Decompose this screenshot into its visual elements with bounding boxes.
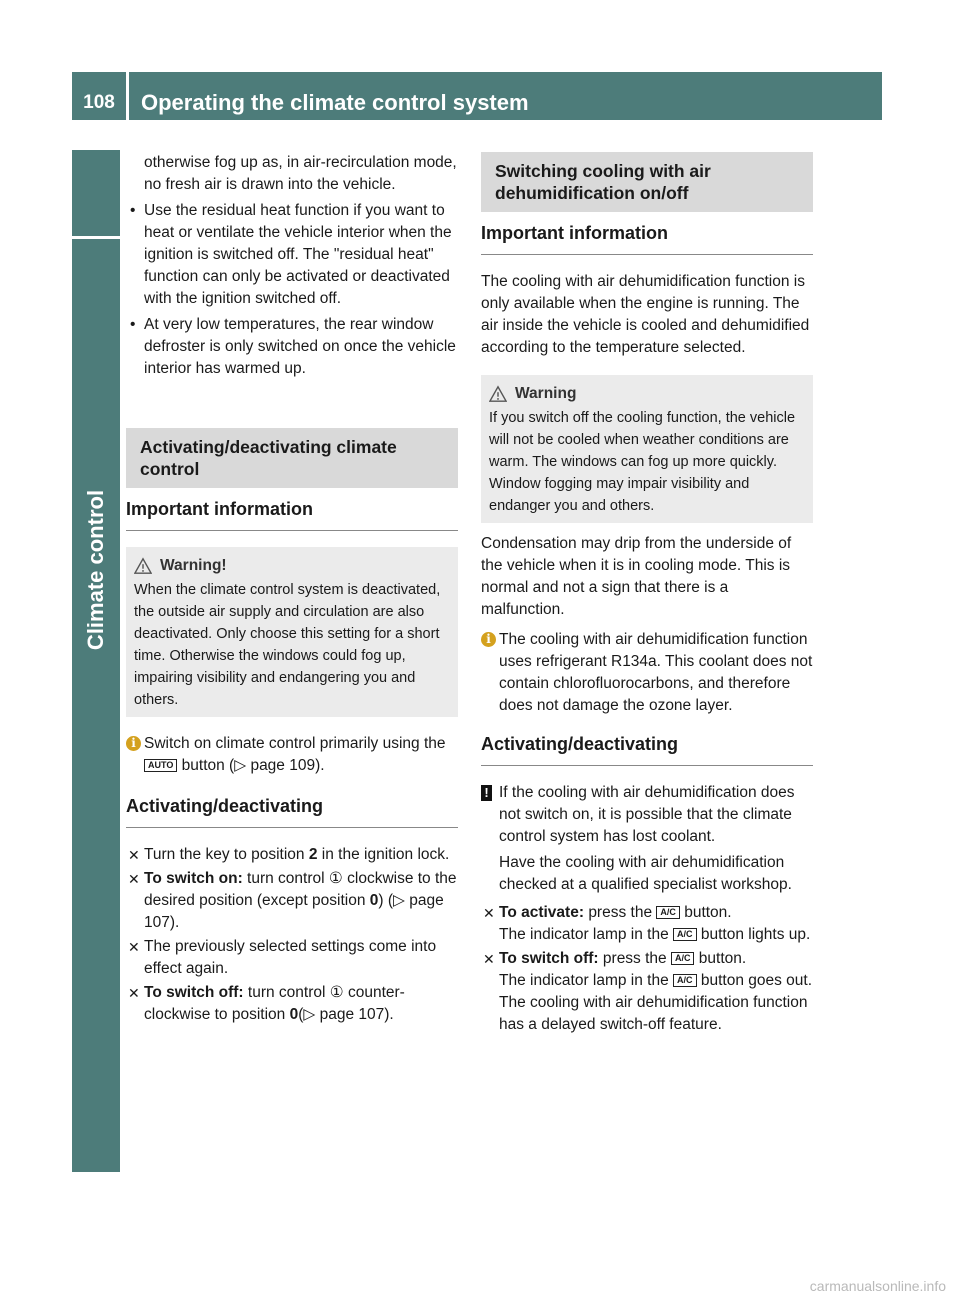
notice-note: ! If the cooling with air dehumidification does not switch on, it is possible that the climate control system has lost coolant. <box>481 782 813 848</box>
step-arrow-icon: ✕ <box>128 871 140 887</box>
step-arrow-icon: ✕ <box>128 939 140 955</box>
info-icon: i <box>481 632 496 647</box>
step-arrow-icon: ✕ <box>128 985 140 1001</box>
side-tab <box>72 150 120 1172</box>
warning-text: When the climate control system is deactivated, the outside air supply and circulation are also deactivated. Only choose this setting for a short time. Otherwise the windows could fog up, impairing visibility and endangering you and others. <box>134 582 441 708</box>
warning-box <box>481 375 813 523</box>
info-note: i Switch on climate control primarily using the AUTO button (▷ page 109). <box>126 733 458 777</box>
step-arrow-icon: ✕ <box>483 905 495 921</box>
condensation-text: Condensation may drip from the underside of the vehicle when it is in cooling mode. This is normal and not a sign that there is a malfunction. <box>481 535 792 618</box>
step-item: ✕ To activate: press the A/C button. The indicator lamp in the A/C button lights up. <box>483 904 811 943</box>
list-item: • Use the residual heat function if you want to heat or ventilate the vehicle interior when the ignition is switched off. The "residual heat" function can only be activated or deactivated with the ignition switched off. <box>130 202 452 307</box>
step-item: ✕ To switch off: turn control ① counter-clockwise to position 0(▷ page 107). <box>128 984 405 1023</box>
subhead-activating: Activating/deactivating <box>126 795 458 828</box>
warning-icon <box>489 385 507 403</box>
step-item: ✕ To switch off: press the A/C button. The indicator lamp in the A/C button goes out. The cooling with air dehumidification function has a delayed switch-off feature. <box>483 950 813 1033</box>
warning-icon <box>134 557 152 575</box>
intro-text: otherwise fog up as, in air-recirculation mode, no fresh air is drawn into the vehicle. <box>144 154 457 193</box>
section-title: Switching cooling with air dehumidification on/off <box>481 152 813 212</box>
list-item: • At very low temperatures, the rear window defroster is only switched on once the vehicle interior has warmed up. <box>130 316 456 377</box>
ac-button-icon: A/C <box>671 952 695 965</box>
info-icon: i <box>126 736 141 751</box>
subhead-important: Important information <box>126 498 458 531</box>
header-divider <box>126 72 129 120</box>
ac-button-icon: A/C <box>673 974 697 987</box>
subhead-important: Important information <box>481 222 813 255</box>
bullet-icon: • <box>130 316 136 333</box>
page-title: Operating the climate control system <box>141 90 529 115</box>
warning-box <box>126 547 458 717</box>
auto-button-icon: AUTO <box>144 759 177 772</box>
footer-watermark: carmanualsonline.info <box>809 1278 946 1294</box>
subhead-activating: Activating/deactivating <box>481 733 813 766</box>
side-tab-divider <box>72 236 120 239</box>
step-item: ✕ Turn the key to position 2 in the ignition lock. <box>126 844 458 866</box>
warning-title: Warning! <box>160 557 227 574</box>
page-number: 108 <box>83 92 115 113</box>
ac-button-icon: A/C <box>656 906 680 919</box>
intro-text: The cooling with air dehumidification function is only available when the engine is running. The air inside the vehicle is cooled and dehumidified according to the temperature selected. <box>481 273 810 356</box>
left-column <box>126 152 458 1028</box>
control-knob-icon: ① <box>329 984 344 1001</box>
control-knob-icon: ① <box>328 870 343 887</box>
step-item: ✕ The previously selected settings come into effect again. <box>128 938 437 977</box>
right-column <box>481 152 813 1038</box>
bullet-icon: • <box>130 202 136 219</box>
exclamation-icon: ! <box>481 785 492 801</box>
warning-text: If you switch off the cooling function, the vehicle will not be cooled when weather conditions are warm. The windows can fog up more quickly. Window fogging may impair visibility and endanger you and others. <box>489 410 796 514</box>
info-note: i The cooling with air dehumidification function uses refrigerant R134a. This coolant does not contain chlorofluorocarbons, and therefore does not damage the ozone layer. <box>481 629 813 717</box>
step-item: ✕ To switch on: turn control ① clockwise to the desired position (except position 0) (▷ page 107). <box>128 870 457 931</box>
section-title: Activating/deactivating climate control <box>126 428 458 488</box>
notice-text: Have the cooling with air dehumidification checked at a qualified specialist workshop. <box>499 854 792 893</box>
side-tab-label: Climate control <box>83 489 109 651</box>
step-arrow-icon: ✕ <box>483 951 495 967</box>
warning-title: Warning <box>515 385 577 402</box>
ac-button-icon: A/C <box>673 928 697 941</box>
step-arrow-icon: ✕ <box>128 847 140 863</box>
